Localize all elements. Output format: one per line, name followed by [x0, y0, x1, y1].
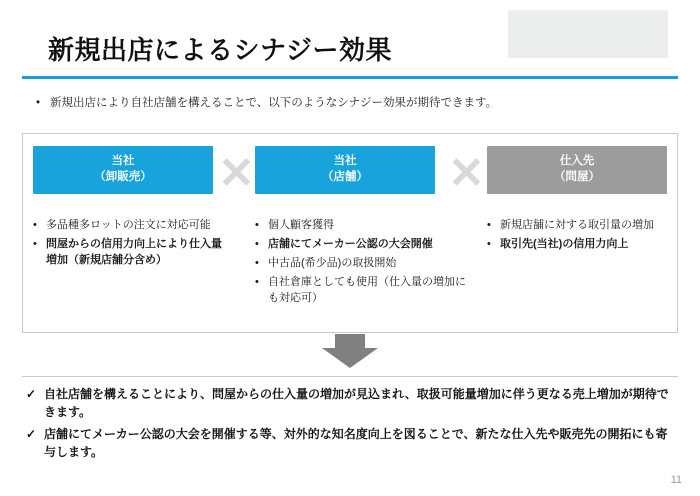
column-2-header [255, 146, 435, 194]
lead-paragraph [36, 95, 666, 111]
list-item-text: 取引先(当社)の信用力向上 [500, 237, 629, 250]
summary-divider [22, 376, 678, 377]
list-item [487, 237, 672, 253]
list-item [255, 218, 473, 234]
column-supplier [487, 146, 667, 194]
list-item [26, 385, 676, 421]
column-2-header-line1: 当社 [333, 155, 357, 168]
column-1-header-line1: 当社 [111, 155, 135, 168]
list-item [33, 237, 223, 269]
bullet-icon: • [33, 237, 37, 250]
list-item-text: 中古品(希少品)の取扱開始 [268, 256, 397, 269]
list-item [33, 218, 223, 234]
list-item [255, 237, 473, 253]
bullet-icon: • [255, 256, 259, 269]
page-title: 新規出店によるシナジー効果 [48, 35, 392, 65]
column-3-header-line2: （問屋） [554, 171, 600, 183]
lead-bullet-icon: • [36, 97, 41, 109]
column-1-header-line2: （卸販売） [94, 171, 152, 183]
lead-text: 新規出店により自社店舗を構えることで、以下のようなシナジー効果が期待できます。 [50, 97, 498, 109]
column-2-header-line2: （店舗） [322, 171, 368, 183]
column-3-header-line1: 仕入先 [559, 155, 595, 168]
list-item-text: 問屋からの信用力向上により仕入量増加（新規店舗分含め） [46, 237, 222, 266]
list-item [255, 275, 473, 307]
check-icon: ✓ [26, 387, 37, 401]
bullet-icon: • [255, 237, 259, 250]
list-item-text: 自社倉庫としても使用（仕入量の増加にも対応可） [268, 275, 466, 304]
column-company-wholesale [33, 146, 213, 194]
summary-item-text: 自社店舗を構えることにより、問屋からの仕入量の増加が見込まれ、取扱可能量増加に伴う更なる売上増加が期待できます。 [44, 387, 669, 419]
title-underline [22, 76, 678, 79]
cross-icon-2: ✕ [448, 149, 485, 198]
header-placeholder-box [508, 10, 668, 58]
list-item [255, 256, 473, 272]
page-number: 11 [670, 474, 682, 486]
column-1-header [33, 146, 213, 194]
summary-item-text: 店舗にてメーカー公認の大会を開催する等、対外的な知名度向上を図ることで、新たな仕入先や販売先の開拓にも寄与します。 [44, 427, 668, 459]
list-item [26, 425, 676, 461]
bullet-icon: • [487, 237, 491, 250]
list-item-text: 多品種多ロットの注文に対応可能 [46, 219, 211, 231]
summary-list [26, 385, 676, 465]
list-item [487, 218, 672, 234]
column-1-bullets [33, 218, 223, 272]
list-item-text: 個人顧客獲得 [268, 219, 334, 231]
bullet-icon: • [255, 275, 259, 288]
bullet-icon: • [33, 219, 37, 231]
cross-icon-1: ✕ [218, 149, 255, 198]
column-3-header [487, 146, 667, 194]
list-item-text: 店舗にてメーカー公認の大会開催 [268, 237, 433, 250]
down-arrow-stem [335, 334, 365, 348]
bullet-icon: • [255, 219, 259, 231]
check-icon: ✓ [26, 427, 37, 441]
bullet-icon: • [487, 219, 491, 231]
down-arrow-icon [322, 348, 378, 368]
column-company-store [255, 146, 435, 194]
column-3-bullets [487, 218, 672, 256]
column-2-bullets [255, 218, 473, 310]
list-item-text: 新規店舗に対する取引量の増加 [500, 219, 654, 231]
